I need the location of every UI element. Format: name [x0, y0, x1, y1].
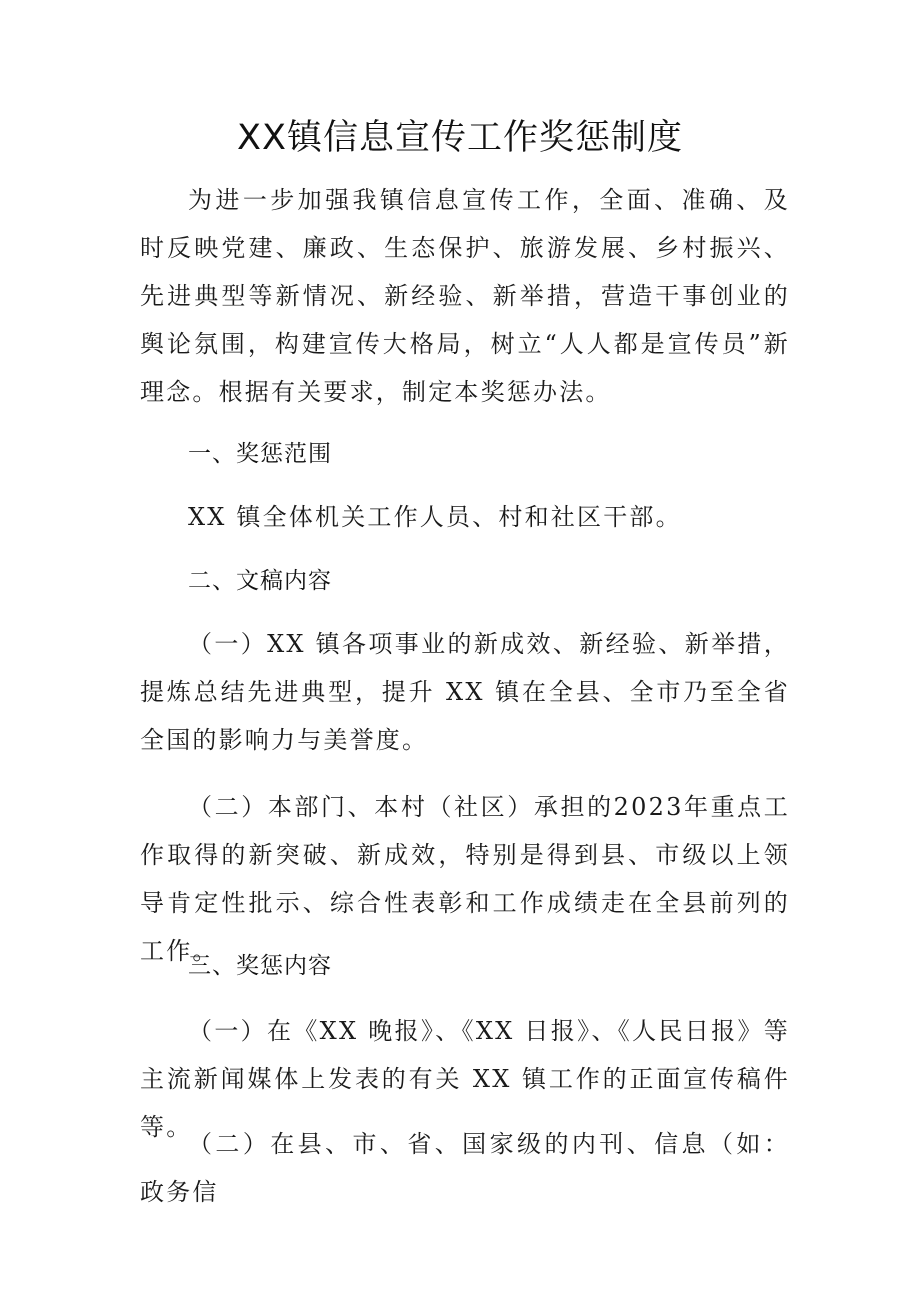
intro-paragraph: 为进一步加强我镇信息宣传工作，全面、准确、及时反映党建、廉政、生态保护、旅游发展、乡村振兴、先进典型等新情况、新经验、新举措，营造干事创业的舆论氛围，构建宣传大格局，树立“人人都是宣传员”新理念。根据有关要求，制定本奖惩办法。	[140, 186, 790, 406]
section-content-paragraph-1: （一）XX 镇各项事业的新成效、新经验、新举措，提炼总结先进典型，提升 XX 镇在全县、全市乃至全省全国的影响力与美誉度。	[140, 630, 790, 754]
document-title: XX镇信息宣传工作奖惩制度	[237, 118, 683, 158]
section-scope-paragraph: XX 镇全体机关工作人员、村和社区干部。	[188, 503, 682, 531]
section-rewards-paragraph-2: （二）在县、市、省、国家级的内刊、信息（如：政务信	[140, 1130, 790, 1206]
section-heading-rewards: 三、奖惩内容	[188, 953, 332, 979]
section-heading-scope: 一、奖惩范围	[188, 441, 332, 467]
section-heading-content: 二、文稿内容	[188, 568, 332, 594]
section-rewards-paragraph-1: （一）在《XX 晚报》、《XX 日报》、《人民日报》等主流新闻媒体上发表的有关 XX 镇工作的正面宣传稿件等。	[140, 1017, 790, 1141]
section-content-paragraph-2: （二）本部门、本村（社区）承担的2023年重点工作取得的新突破、新成效，特别是得到县、市级以上领导肯定性批示、综合性表彰和工作成绩走在全县前列的工作。	[140, 793, 790, 965]
